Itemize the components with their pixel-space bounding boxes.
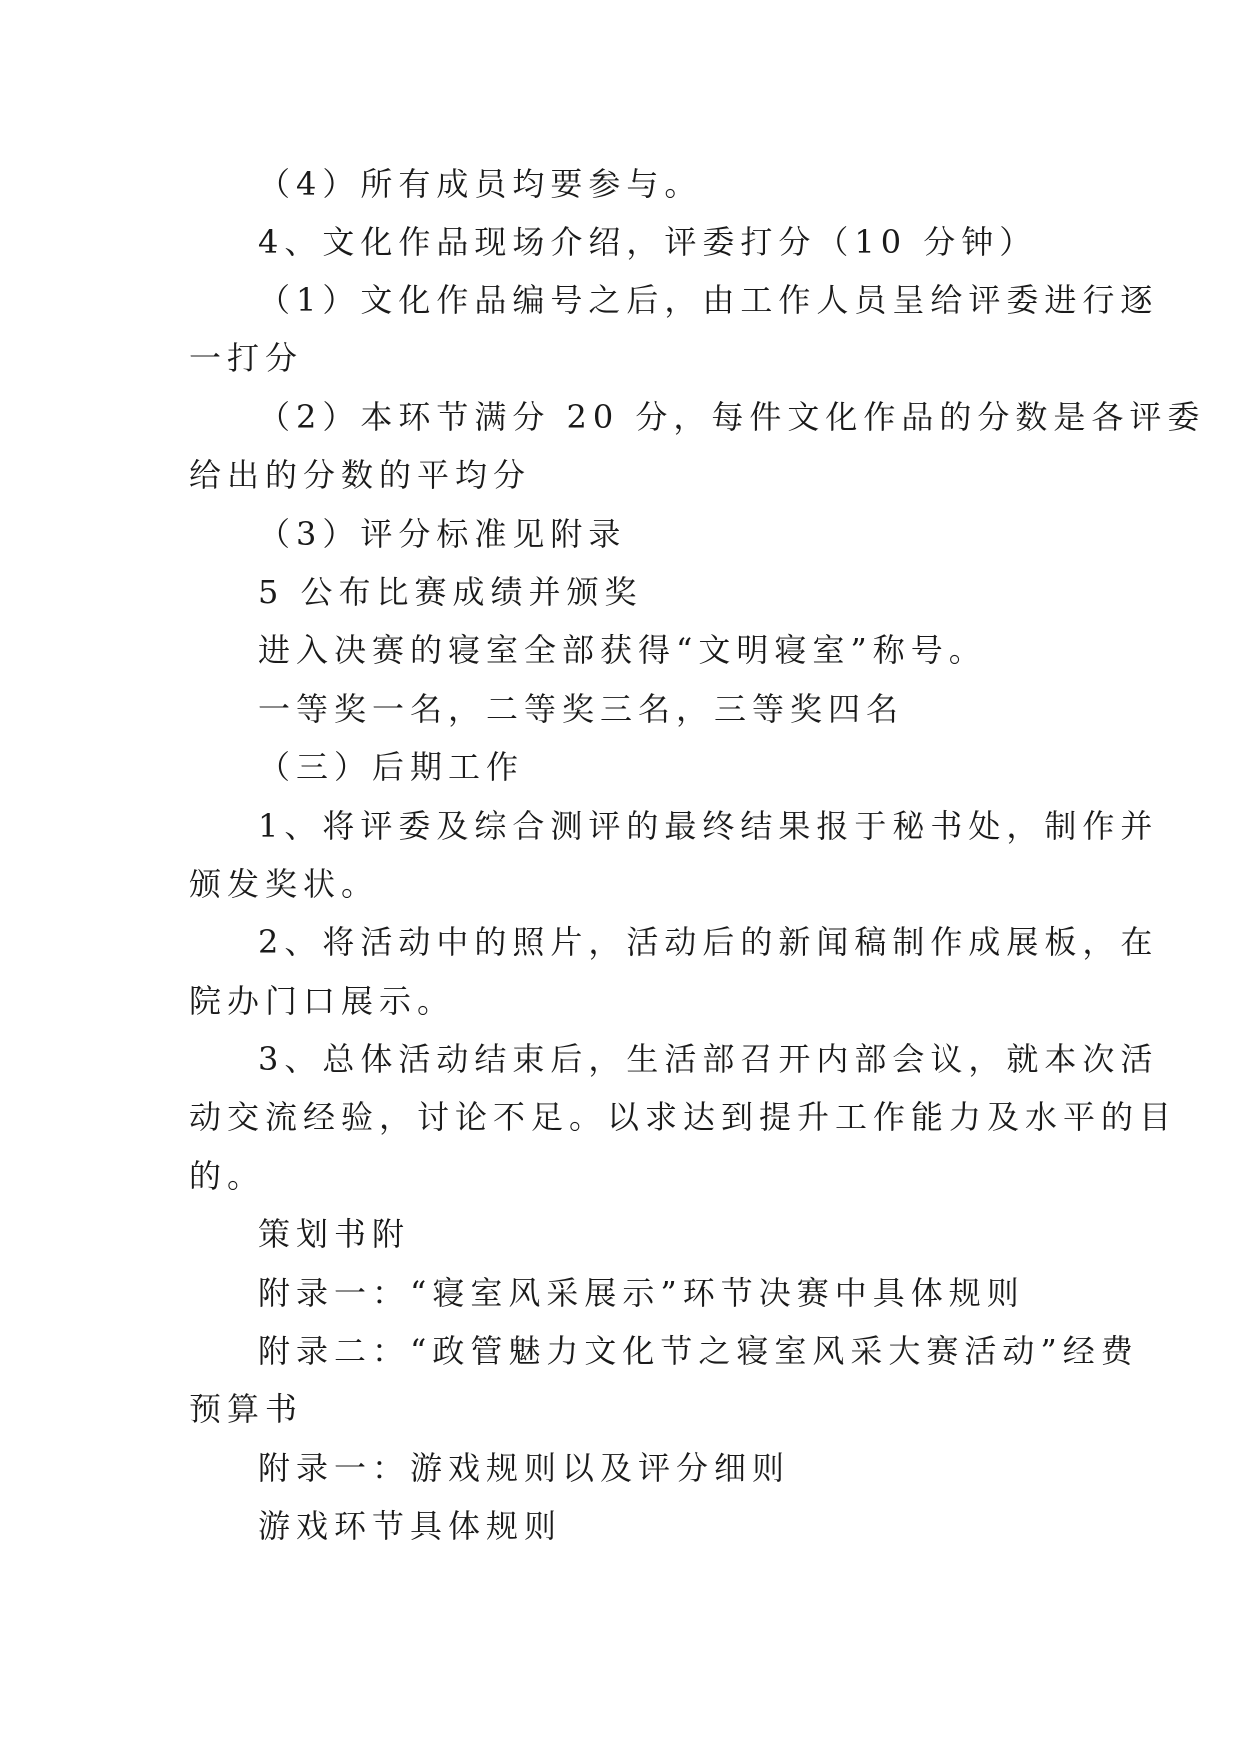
text-line: 院办门口展示。 bbox=[189, 982, 456, 1020]
text-line: 颁发奖状。 bbox=[189, 865, 380, 903]
text-line: （2）本环节满分 20 分，每件文化作品的分数是各评委 bbox=[258, 398, 1206, 436]
text-line: （4）所有成员均要参与。 bbox=[258, 165, 703, 203]
text-line: 4、文化作品现场介绍，评委打分（10 分钟） bbox=[258, 223, 1038, 261]
text-line: （1）文化作品编号之后，由工作人员呈给评委进行逐 bbox=[258, 281, 1159, 319]
text-line: 给出的分数的平均分 bbox=[189, 456, 532, 494]
text-line: 1、将评委及综合测评的最终结果报于秘书处，制作并 bbox=[258, 807, 1159, 845]
text-line: 一打分 bbox=[189, 339, 304, 377]
text-line: 预算书 bbox=[189, 1390, 304, 1428]
text-line: 5 公布比赛成绩并颁奖 bbox=[258, 573, 643, 611]
text-line: 附录二：“政管魅力文化节之寝室风采大赛活动”经费 bbox=[258, 1332, 1139, 1370]
text-line: 游戏环节具体规则 bbox=[258, 1507, 563, 1545]
text-line: 3、总体活动结束后，生活部召开内部会议，就本次活 bbox=[258, 1040, 1159, 1078]
text-line: 附录一：游戏规则以及评分细则 bbox=[258, 1449, 791, 1487]
text-line: 一等奖一名，二等奖三名，三等奖四名 bbox=[258, 690, 905, 728]
text-line: （三）后期工作 bbox=[258, 748, 525, 786]
text-line: 附录一：“寝室风采展示”环节决赛中具体规则 bbox=[258, 1274, 1025, 1312]
text-line: 策划书附 bbox=[258, 1215, 411, 1253]
text-line: （3）评分标准见附录 bbox=[258, 515, 627, 553]
text-line: 的。 bbox=[189, 1157, 266, 1195]
text-line: 进入决赛的寝室全部获得“文明寝室”称号。 bbox=[258, 631, 987, 669]
text-line: 2、将活动中的照片，活动后的新闻稿制作成展板，在 bbox=[258, 923, 1159, 961]
text-line: 动交流经验，讨论不足。以求达到提升工作能力及水平的目 bbox=[189, 1098, 1178, 1136]
